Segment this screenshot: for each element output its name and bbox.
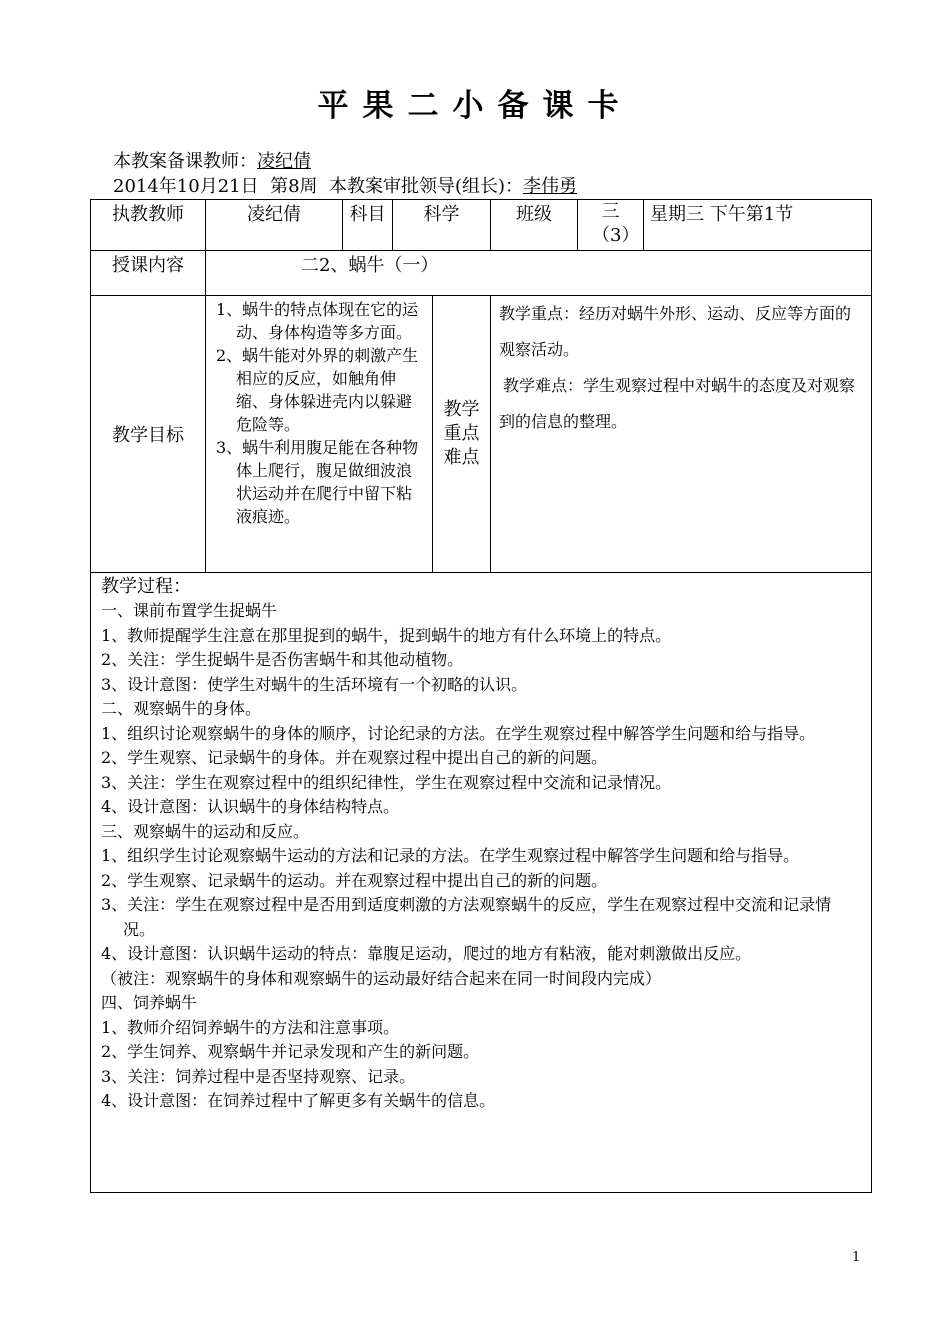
teacher-label: 本教案备课教师：	[113, 151, 257, 172]
process-title: 教学过程：	[101, 576, 191, 597]
process-line: 2、关注：学生捉蜗牛是否伤害蜗牛和其他动植物。	[101, 650, 464, 669]
process-line: 4、设计意图：在饲养过程中了解更多有关蜗牛的信息。	[101, 1091, 496, 1110]
focus-cell	[491, 296, 872, 573]
teacher-label-cell: 执教教师	[91, 200, 206, 251]
subject-value-cell: 科学	[393, 200, 491, 251]
subject-label-cell: 科目	[343, 200, 393, 251]
process-line: 2、学生观察、记录蜗牛的运动。并在观察过程中提出自己的新的问题。	[101, 870, 608, 890]
class-label-cell: 班级	[491, 200, 578, 251]
reviewer-name: 李伟勇	[523, 176, 578, 197]
goals-cell	[206, 296, 433, 573]
process-line: 3、关注：学生在观察过程中的组织纪律性，学生在观察过程中交流和记录情况。	[101, 772, 672, 792]
lesson-plan-table	[90, 199, 872, 1193]
teacher-name: 凌纪倩	[257, 151, 311, 172]
process-line: 1、教师提醒学生注意在那里捉到的蜗牛，捉到蜗牛的地方有什么环境上的特点。	[101, 625, 672, 645]
header-line-date	[113, 175, 663, 199]
info-row	[91, 200, 872, 251]
process-line: 四、饲养蜗牛	[101, 993, 198, 1012]
process-line: 4、设计意图：认识蜗牛运动的特点：靠腹足运动，爬过的地方有粘液，能对刺激做出反应。	[101, 944, 752, 963]
process-body	[91, 573, 871, 1114]
process-line: 二、观察蜗牛的身体。	[101, 699, 262, 718]
goal-item: 2、蜗牛能对外界的刺激产生相应的反应，如触角伸缩、身体躲进壳内以躲避危险等。	[216, 346, 419, 434]
content-row	[91, 251, 872, 296]
content-label-cell: 授课内容	[91, 251, 206, 296]
process-line: 一、课前布置学生捉蜗牛	[101, 601, 278, 620]
goals-list	[206, 296, 432, 528]
process-line: 3、设计意图：使学生对蜗牛的生活环境有一个初略的认识。	[101, 674, 528, 694]
process-line: （被注：观察蜗牛的身体和观察蜗牛的运动最好结合起来在同一时间段内完成）	[101, 968, 662, 988]
time-value-cell: 星期三 下午第1节	[644, 200, 872, 251]
goals-label-cell: 教学目标	[91, 296, 206, 573]
date-text: 2014年10月21日	[113, 176, 259, 197]
goals-row	[91, 296, 872, 573]
focus-key: 教学重点：经历对蜗牛外形、运动、反应等方面的观察活动。	[499, 304, 852, 359]
process-line: 1、教师介绍饲养蜗牛的方法和注意事项。	[101, 1017, 400, 1037]
focus-text	[491, 296, 871, 440]
class-value-cell: 三（3）	[578, 200, 644, 251]
process-line: 3、关注：学生在观察过程中是否用到适度刺激的方法观察蜗牛的反应，学生在观察过程中交流和记录情况。	[101, 895, 832, 939]
week-text: 第8周	[270, 176, 318, 197]
process-line: 2、学生饲养、观察蜗牛并记录发现和产生的新问题。	[101, 1042, 480, 1061]
process-line: 4、设计意图：认识蜗牛的身体结构特点。	[101, 797, 400, 816]
page-title: 平果二小备课卡	[317, 88, 633, 124]
process-row	[91, 573, 872, 1193]
reviewer-label: 本教案审批领导(组长)：	[328, 176, 524, 197]
focus-label-cell: 教学重点难点	[433, 296, 491, 573]
process-line: 1、组织学生讨论观察蜗牛运动的方法和记录的方法。在学生观察过程中解答学生问题和给与指导。	[101, 846, 800, 865]
goal-item: 1、蜗牛的特点体现在它的运动、身体构造等多方面。	[216, 300, 419, 342]
focus-difficulty: 教学难点：学生观察过程中对蜗牛的态度及对观察到的信息的整理。	[499, 376, 856, 431]
page-number: 1	[852, 1250, 861, 1265]
process-line: 1、组织讨论观察蜗牛的身体的顺序，讨论纪录的方法。在学生观察过程中解答学生问题和给与指导。	[101, 723, 816, 743]
process-line: 2、学生观察、记录蜗牛的身体。并在观察过程中提出自己的新的问题。	[101, 748, 608, 767]
teacher-value-cell: 凌纪倩	[206, 200, 343, 251]
process-cell	[91, 573, 872, 1193]
process-line: 三、观察蜗牛的运动和反应。	[101, 821, 310, 841]
goal-item: 3、蜗牛利用腹足能在各种物体上爬行，腹足做细波浪状运动并在爬行中留下粘液痕迹。	[216, 438, 419, 526]
header-line-teacher	[113, 150, 389, 174]
content-value-cell: 二2、蜗牛（一）	[206, 251, 872, 296]
process-line: 3、关注：饲养过程中是否坚持观察、记录。	[101, 1066, 416, 1086]
